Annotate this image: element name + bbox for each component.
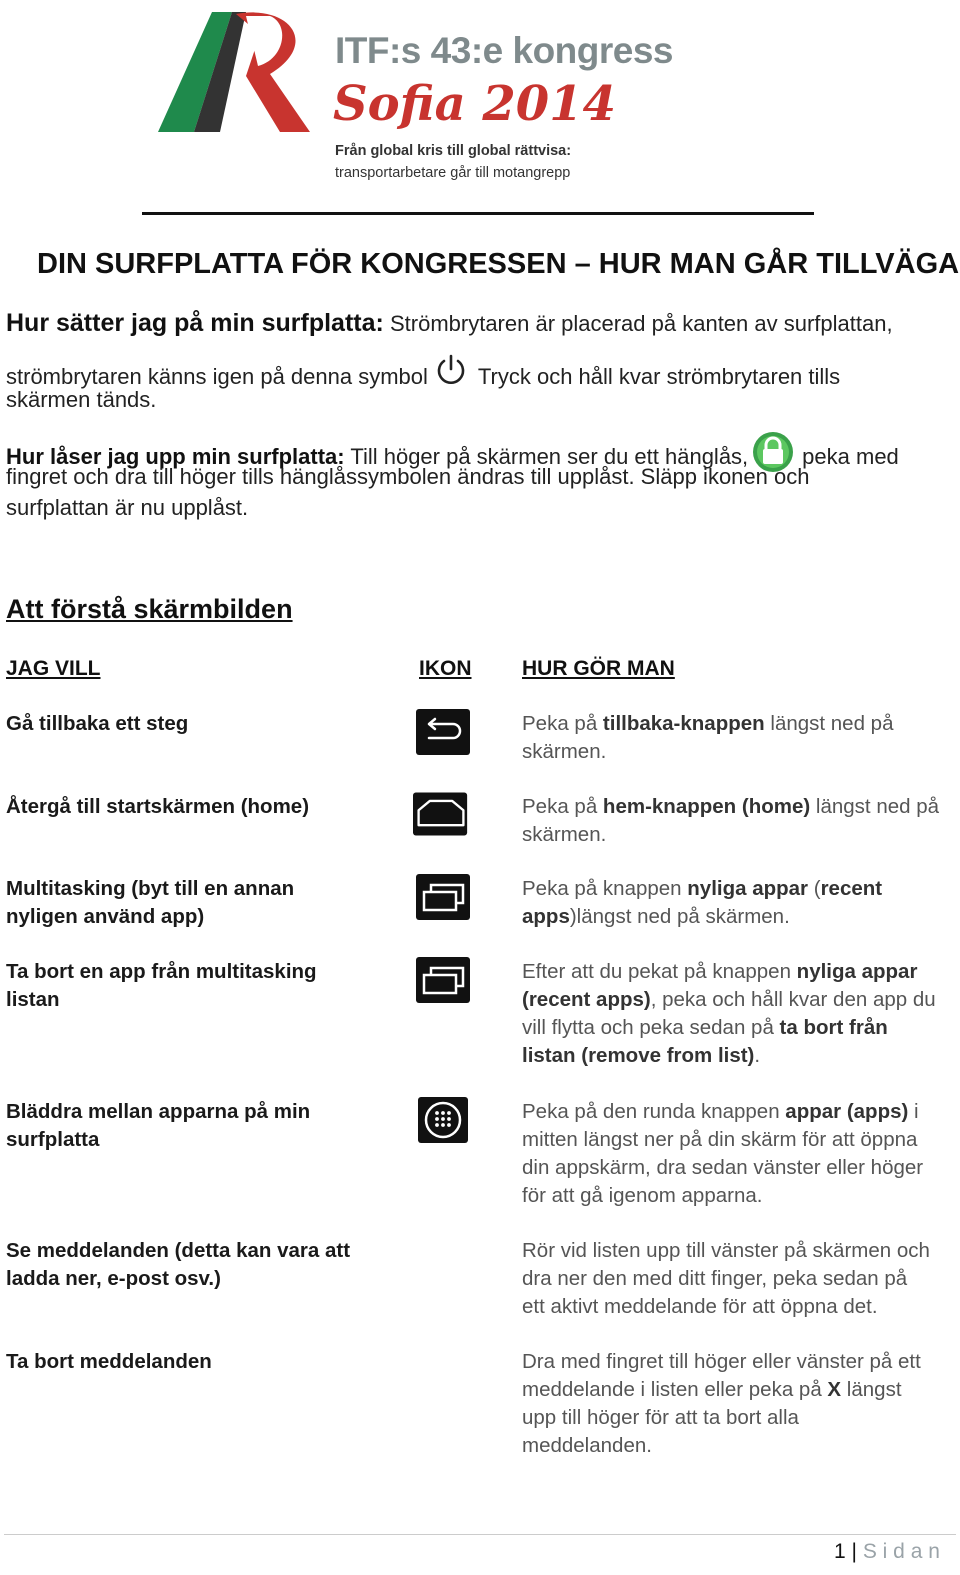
row-want-line: ladda ner, e-post osv.)	[6, 1267, 221, 1290]
row-how-line	[522, 875, 947, 903]
row-want	[6, 793, 376, 821]
column-header-icon: IKON	[419, 657, 472, 680]
row-how-line	[522, 1014, 947, 1042]
row-how-line	[522, 1182, 947, 1210]
body-text: meddelanden.	[522, 1434, 652, 1457]
apps-grid-icon	[417, 1096, 473, 1144]
row-want	[6, 1237, 376, 1293]
intro-power-text-c: Tryck och håll kvar strömbrytaren tills	[477, 364, 841, 389]
emphasis-text: nyliga appar	[796, 960, 918, 983]
row-how-line	[522, 1237, 947, 1265]
row-how-line	[522, 986, 947, 1014]
row-want-line: Bläddra mellan apparna på min	[6, 1100, 311, 1123]
row-how	[522, 1237, 947, 1321]
row-want-line: Ta bort en app från multitasking	[6, 960, 317, 983]
emphasis-text: recent	[820, 877, 883, 900]
row-how-line	[522, 1432, 947, 1460]
body-text: upp till höger för att ta bort alla	[522, 1406, 799, 1429]
logo-tagline-2: transportarbetare går till motangrepp	[335, 165, 571, 181]
intro-power-text-d: skärmen tänds.	[6, 387, 157, 412]
row-want-line: Se meddelanden (detta kan vara att	[6, 1239, 351, 1262]
row-how	[522, 793, 947, 849]
body-text: (	[808, 877, 821, 900]
row-how	[522, 1098, 947, 1210]
emphasis-text: hem-knappen (home)	[602, 795, 811, 818]
body-text: , peka och håll kvar den app du	[650, 988, 936, 1011]
page-number: 1	[834, 1540, 846, 1563]
logo-line-1: ITF:s 43:e kongress	[335, 30, 674, 71]
body-text: Dra med fingret till höger eller vänster på ett	[522, 1350, 921, 1373]
footer-rule	[4, 1534, 956, 1535]
header-rule	[142, 212, 814, 215]
row-how-line	[522, 1265, 947, 1293]
back-icon	[415, 708, 471, 756]
row-how-line	[522, 1348, 947, 1376]
body-text: för att gå igenom apparna.	[522, 1184, 763, 1207]
page-label: S i d a n	[862, 1540, 940, 1563]
row-how-line	[522, 1404, 947, 1432]
body-text: Peka på	[522, 712, 603, 735]
page-separator: |	[851, 1540, 857, 1563]
emphasis-text: (recent apps)	[522, 988, 651, 1011]
intro-unlock-text: Till höger på skärmen ser du ett hänglås,	[344, 444, 749, 469]
row-how-line	[522, 1098, 947, 1126]
body-text: längst ned på	[810, 795, 940, 818]
body-text: dra ner den med ditt finger, peka sedan på	[522, 1267, 908, 1290]
emphasis-text: X	[827, 1378, 842, 1401]
body-text: längst	[841, 1378, 902, 1401]
row-how-line	[522, 793, 947, 821]
row-want	[6, 958, 376, 1014]
power-icon	[434, 354, 468, 388]
row-want-line: Ta bort meddelanden	[6, 1350, 212, 1373]
row-want	[6, 1348, 376, 1376]
row-how	[522, 710, 947, 766]
emphasis-text: listan (remove from list)	[522, 1044, 755, 1067]
intro-power-text-b: strömbrytaren känns igen på denna symbol	[6, 364, 428, 389]
emphasis-text: appar (apps)	[785, 1100, 909, 1123]
row-how-line	[522, 821, 947, 849]
emphasis-text: tillbaka-knappen	[602, 712, 765, 735]
row-want-line: Multitasking (byt till en annan	[6, 877, 295, 900]
body-text: skärmen.	[522, 823, 607, 846]
row-want-line: listan	[6, 988, 60, 1011]
row-want	[6, 710, 376, 738]
logo-line-2: Sofia 2014	[333, 76, 616, 132]
row-how-line	[522, 738, 947, 766]
row-how-line	[522, 1126, 947, 1154]
body-text: Peka på knappen	[522, 877, 688, 900]
body-text: din appskärm, dra sedan vänster eller höger	[522, 1156, 924, 1179]
home-icon	[413, 790, 469, 838]
body-text: i	[908, 1100, 919, 1123]
row-how-line	[522, 958, 947, 986]
column-header-how: HUR GÖR MAN	[522, 657, 675, 680]
row-how-line	[522, 903, 947, 931]
body-text: Efter att du pekat på knappen	[522, 960, 797, 983]
body-text: mitten längst ner på din skärm för att öppna	[522, 1128, 918, 1151]
document-title: DIN SURFPLATTA FÖR KONGRESSEN – HUR MAN GÅR TILLVÄGA	[37, 248, 960, 280]
row-how-line	[522, 1376, 947, 1404]
body-text: längst ned på	[764, 712, 894, 735]
intro-unlock-heading: Hur låser jag upp min surfplatta:	[6, 444, 345, 469]
row-how-line	[522, 1293, 947, 1321]
section-heading: Att förstå skärmbilden	[6, 594, 293, 624]
body-text: )längst ned på skärmen.	[569, 905, 790, 928]
row-how-line	[522, 1042, 947, 1070]
body-text: ett aktivt meddelande för att öppna det.	[522, 1295, 878, 1318]
body-text: Peka på	[522, 795, 603, 818]
row-how	[522, 1348, 947, 1460]
recent-apps-icon	[415, 873, 471, 921]
row-how-line	[522, 710, 947, 738]
row-want	[6, 1098, 376, 1154]
intro-power-heading: Hur sätter jag på min surfplatta:	[6, 309, 384, 337]
row-how-line	[522, 1154, 947, 1182]
row-want-line: nyligen använd app)	[6, 905, 205, 928]
body-text: Rör vid listen upp till vänster på skärmen och	[522, 1239, 930, 1262]
emphasis-text: nyliga appar	[687, 877, 809, 900]
row-how	[522, 875, 947, 931]
row-how	[522, 958, 947, 1070]
page-footer	[834, 1540, 940, 1564]
row-want-line: Gå tillbaka ett steg	[6, 712, 189, 735]
row-want-line: Återgå till startskärmen (home)	[6, 795, 310, 818]
intro-unlock-text-c: fingret och dra till höger tills hänglåssymbolen ändras till upplåst. Släpp ikonen och	[6, 464, 810, 489]
row-want	[6, 875, 376, 931]
body-text: meddelande i listen eller peka på	[522, 1378, 828, 1401]
row-want-line: surfplatta	[6, 1128, 100, 1151]
body-text: skärmen.	[522, 740, 607, 763]
intro-unlock-text-d: surfplattan är nu upplåst.	[6, 495, 249, 520]
logo-tagline-1: Från global kris till global rättvisa:	[335, 143, 572, 159]
intro-power-line-1	[6, 308, 946, 339]
column-header-want: JAG VILL	[6, 657, 101, 680]
recent-apps-icon	[415, 956, 471, 1004]
intro-unlock-text-b: peka med	[802, 444, 899, 469]
body-text: vill flytta och peka sedan på	[522, 1016, 780, 1039]
body-text: Peka på den runda knappen	[522, 1100, 786, 1123]
emphasis-text: ta bort från	[779, 1016, 888, 1039]
emphasis-text: apps	[522, 905, 570, 928]
body-text: .	[754, 1044, 761, 1067]
congress-logo-mark	[150, 4, 325, 144]
intro-power-text: Strömbrytaren är placerad på kanten av surfplattan,	[383, 311, 893, 336]
